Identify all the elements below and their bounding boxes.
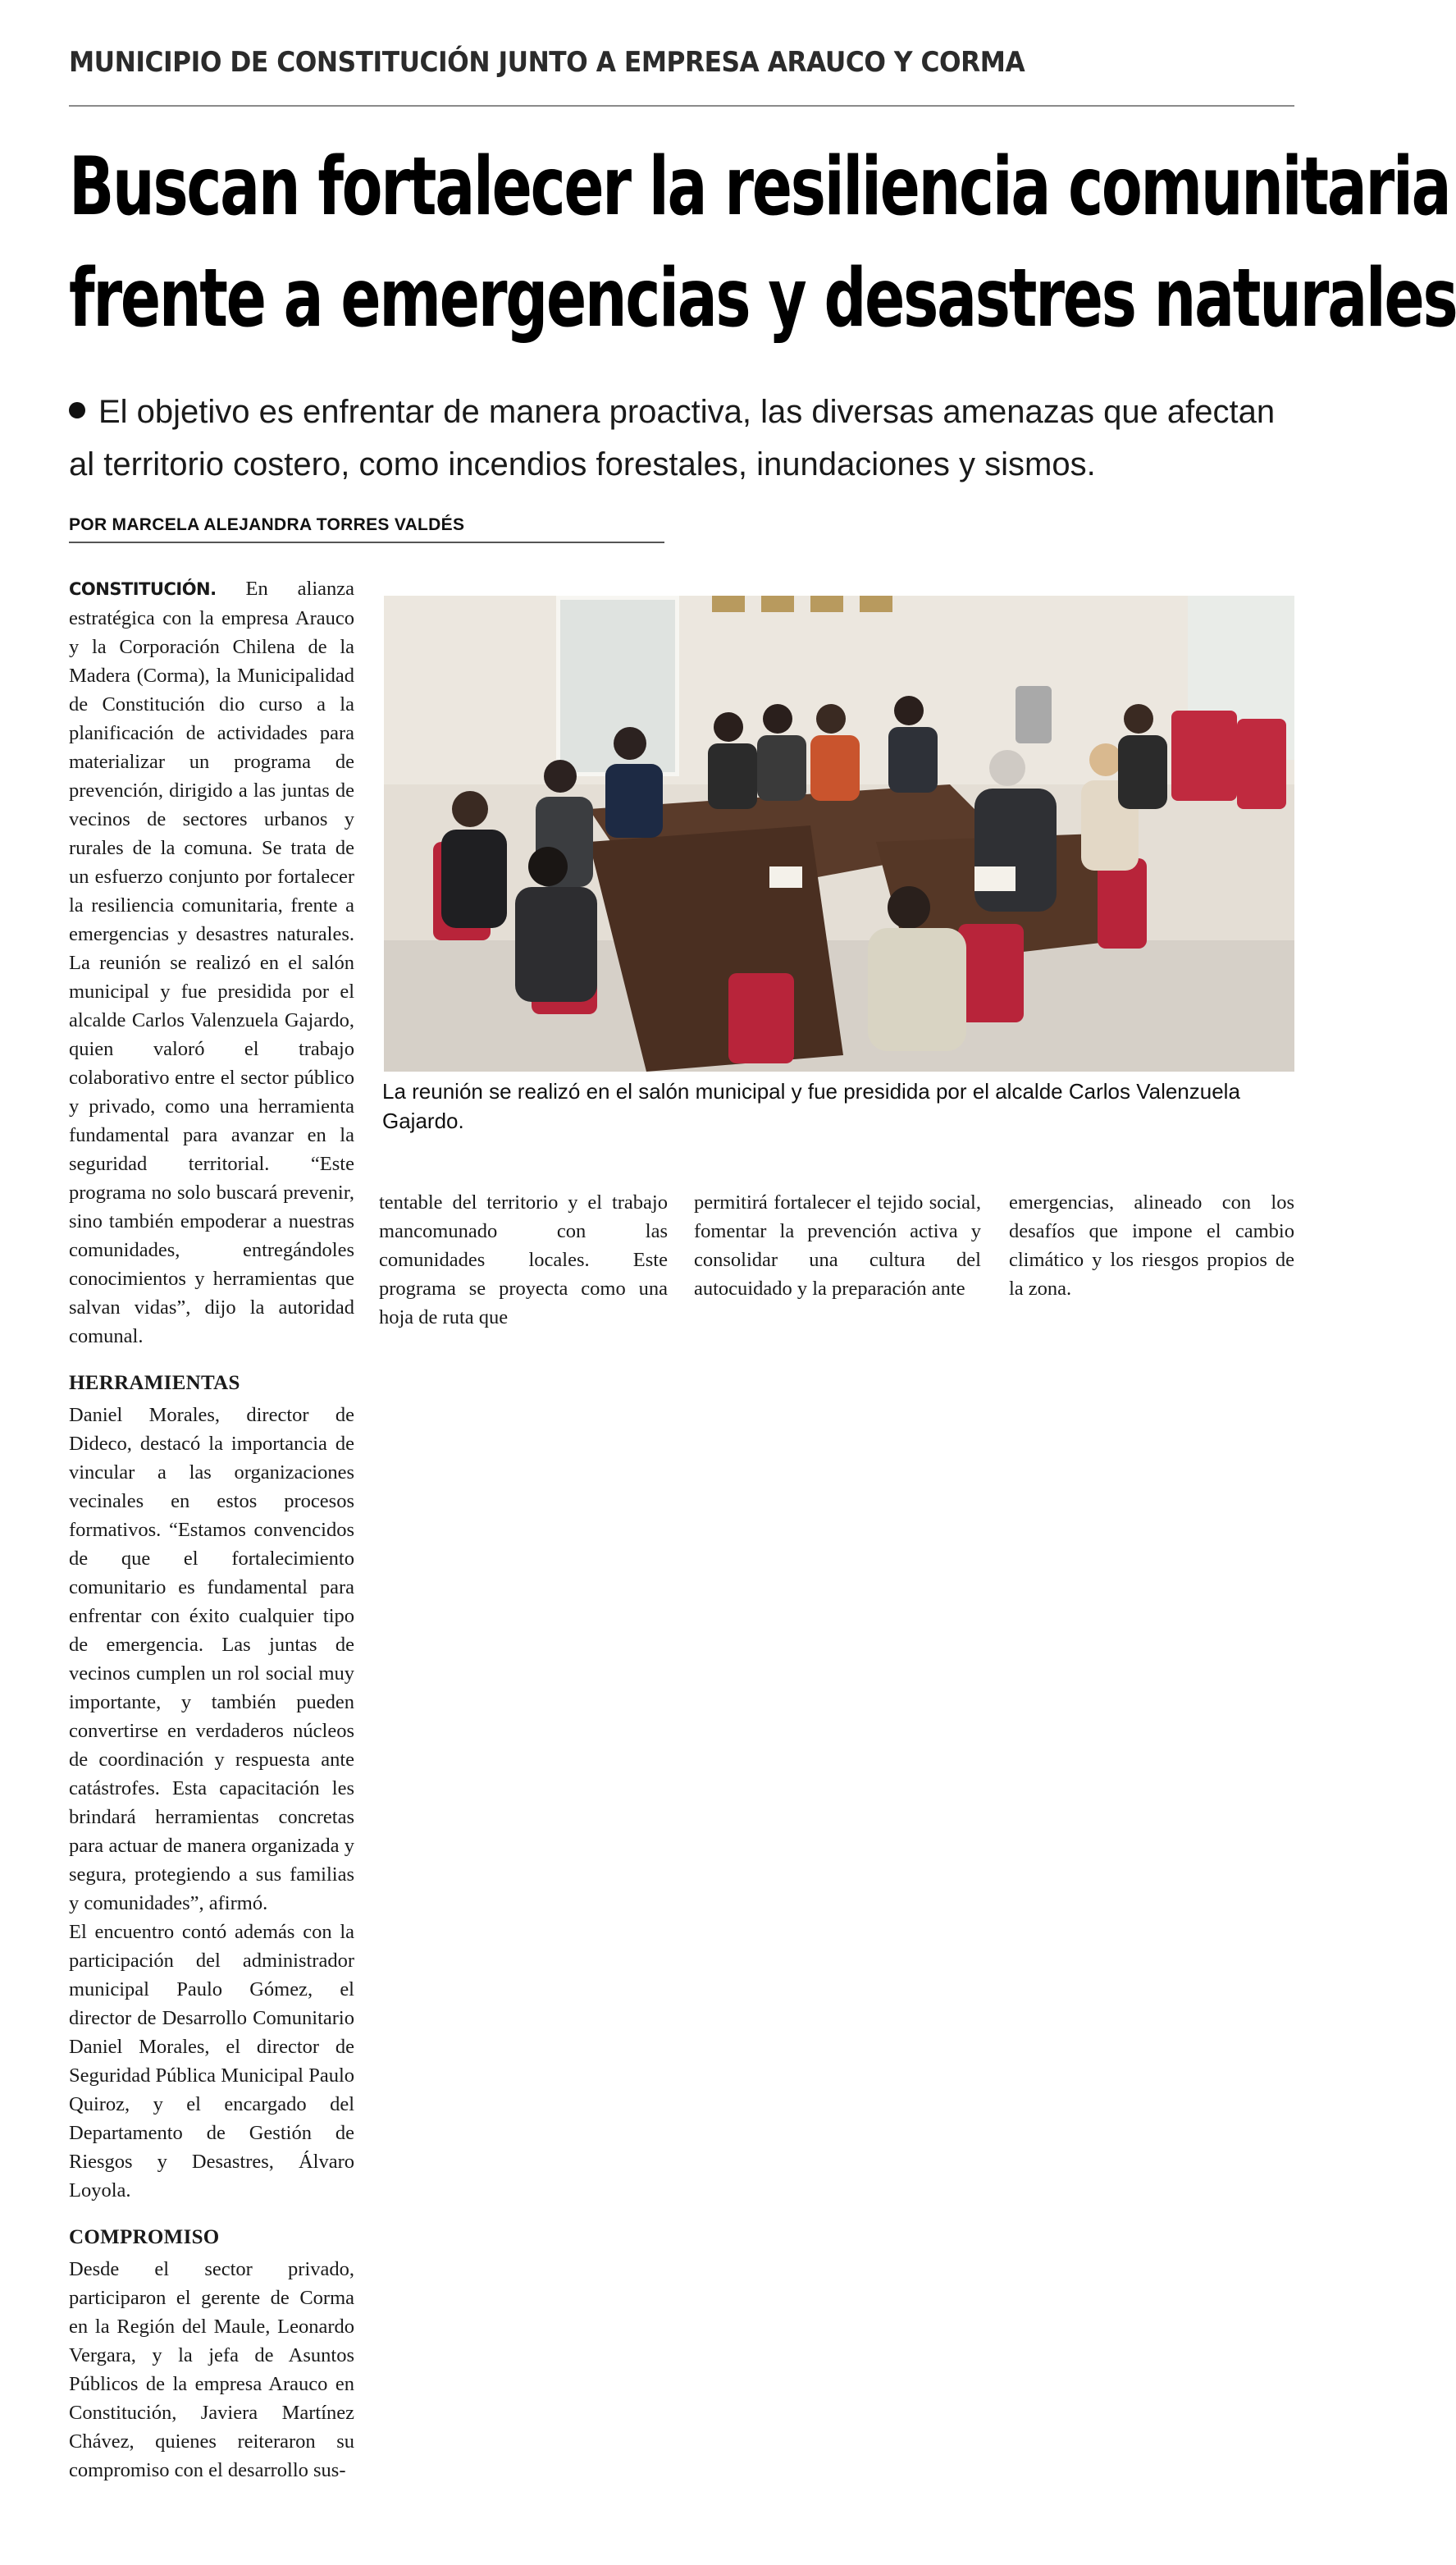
kicker: MUNICIPIO DE CONSTITUCIÓN JUNTO A EMPRESA ARAUCO Y CORMA	[69, 46, 1025, 79]
column-1	[69, 574, 354, 2485]
paragraph-4: Desde el sector privado, participaron el gerente de Corma en la Región del Maule, Leonardo Vergara, y la jefa de Asuntos Públicos de la empresa Arauco en Constitución, Javiera Martínez Chávez, quienes reiteraron su compromiso con el desarrollo sus-	[69, 2258, 354, 2481]
byline-rule	[69, 542, 664, 543]
column-2-text: tentable del territorio y el trabajo mancomunado con las comunidades locales. Este programa se proyecta como una hoja de ruta que	[379, 1191, 668, 1328]
meeting-photo	[384, 596, 1294, 1072]
column-4	[1009, 1188, 1294, 1303]
photo-caption: La reunión se realizó en el salón municipal y fue presidida por el alcalde Carlos Valenzuela Gajardo.	[382, 1079, 1240, 1133]
lede-text: El objetivo es enfrentar de manera proactiva, las diversas amenazas que afectan al territorio costero, como incendios forestales, inundaciones y sismos.	[69, 394, 1276, 482]
column-4-text: emergencias, alineado con los desafíos que impone el cambio climático y los riesgos propios de la zona.	[1009, 1191, 1294, 1300]
subhead-compromiso: COMPROMISO	[69, 2226, 220, 2248]
column-3	[694, 1188, 981, 1303]
dateline: CONSTITUCIÓN.	[69, 579, 217, 599]
paragraph-2: Daniel Morales, director de Dideco, destacó la importancia de vincular a las organizaciones vecinales en estos procesos formativos. “Estamos convencidos de que el fortalecimiento comunitario es fundamental para enfrentar con éxito cualquier tipo de emergencia. Las juntas de vecinos cumplen un rol social muy importante, y también pueden convertirse en verdaderos núcleos de coordinación y respuesta ante catástrofes. Esta capacitación les brindará herramientas concretas para actuar de manera organizada y segura, protegiendo a sus familias y comunidades”, afirmó.	[69, 1404, 354, 1914]
subhead-herramientas: HERRAMIENTAS	[69, 1372, 240, 1394]
column-3-text: permitirá fortalecer el tejido social, fomentar la prevención activa y consolidar una cultura del autocuidado y la preparación ante	[694, 1191, 981, 1300]
headline-line-2: frente a emergencias y desastres naturales	[69, 252, 1456, 345]
meeting-photo-illustration	[384, 596, 1294, 1072]
paragraph-1	[69, 574, 354, 1351]
headline-line-1: Buscan fortalecer la resiliencia comunitaria	[69, 140, 1450, 234]
byline: POR MARCELA ALEJANDRA TORRES VALDÉS	[69, 515, 465, 534]
headline	[69, 131, 1456, 354]
bullet-icon	[69, 402, 85, 418]
lede	[69, 386, 1294, 491]
column-2	[379, 1188, 668, 1332]
top-rule	[69, 105, 1294, 107]
paragraph-1-text: En alianza estratégica con la empresa Arauco y la Corporación Chilena de la Madera (Corma), la Municipalidad de Constitución dio curso a la planificación de actividades para materializar un programa de prevención, dirigido a las juntas de vecinos de sectores urbanos y rurales de la comuna. Se trata de un esfuerzo conjunto por fortalecer la resiliencia comunitaria, frente a emergencias y desastres naturales. La reunión se realizó en el salón municipal y fue presidida por el alcalde Carlos Valenzuela Gajardo, quien valoró el trabajo colaborativo entre el sector público y privado, como una herramienta fundamental para avanzar en la seguridad territorial. “Este programa no solo buscará prevenir, sino también empoderar a nuestras comunidades, entregándoles conocimientos y herramientas que salvan vidas”, dijo la autoridad comunal.	[69, 578, 354, 1347]
paragraph-3: El encuentro contó además con la participación del administrador municipal Paulo Gómez, el director de Desarrollo Comunitario Daniel Morales, el director de Seguridad Pública Municipal Paulo Quiroz, y el encargado del Departamento de Gestión de Riesgos y Desastres, Álvaro Loyola.	[69, 1921, 354, 2202]
